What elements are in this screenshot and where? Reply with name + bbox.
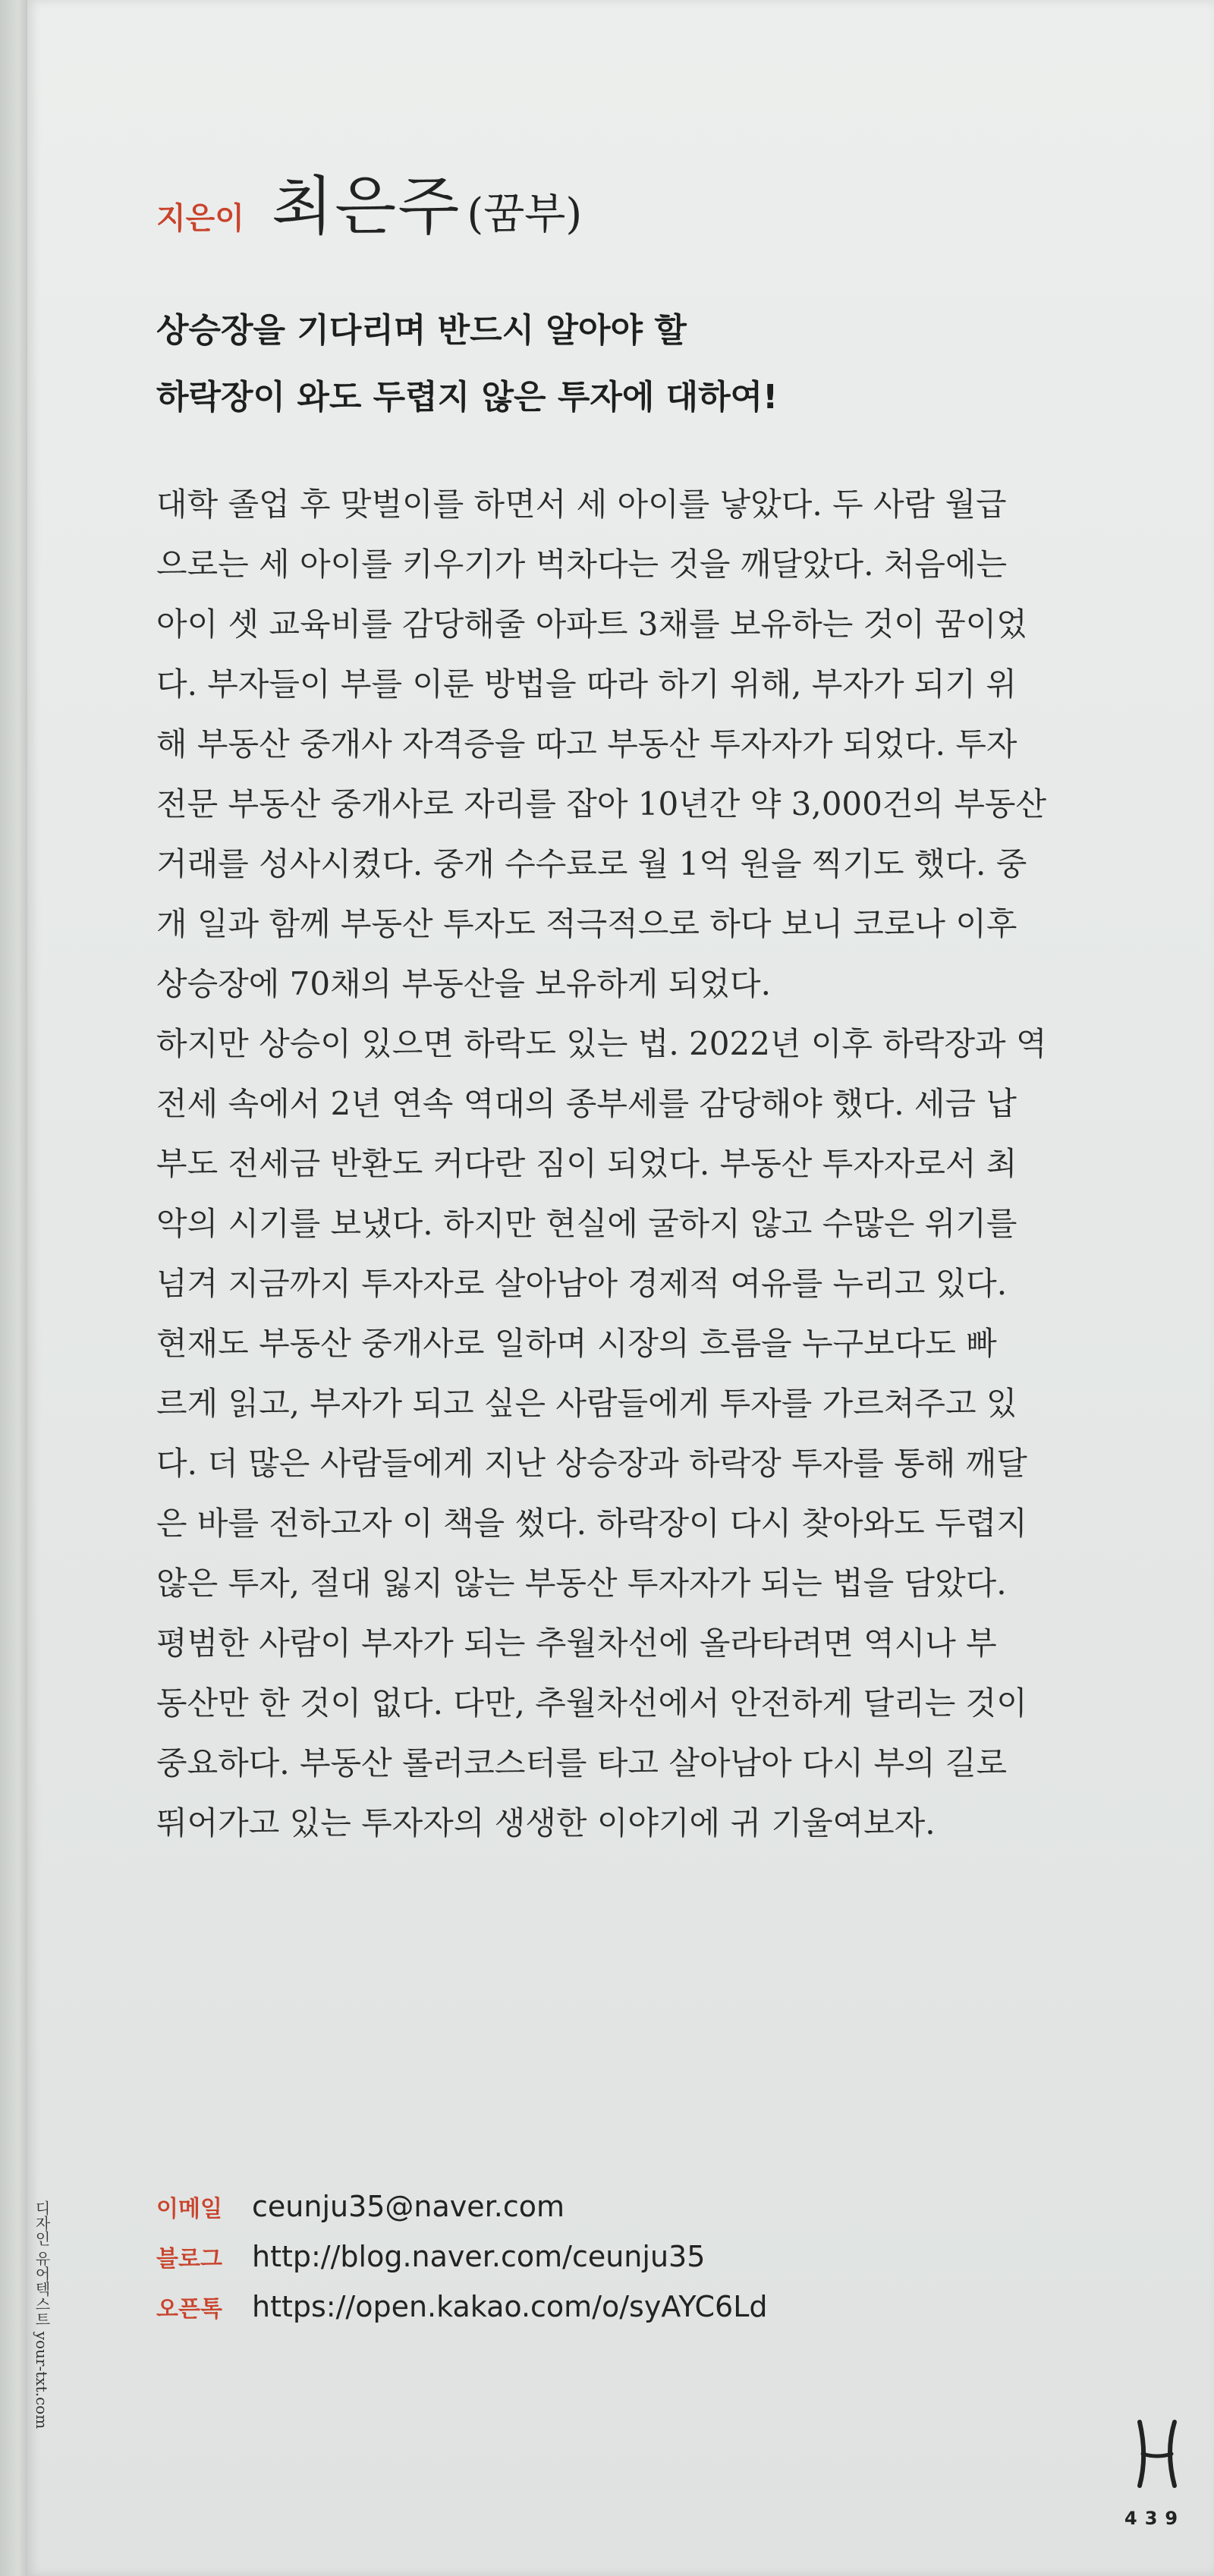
author-flap-page xyxy=(27,0,1214,2576)
bio-line: 은 바를 전하고자 이 책을 썼다. 하락장이 다시 찾아와도 두렵지 xyxy=(156,1505,1027,1542)
bio-line: 다. 더 많은 사람들에게 지난 상승장과 하락장 투자를 통해 깨달 xyxy=(156,1445,1027,1482)
bio-line: 으로는 세 아이를 키우기가 벅차다는 것을 깨달았다. 처음에는 xyxy=(156,546,1008,583)
bio-line: 상승장에 70채의 부동산을 보유하게 되었다. xyxy=(156,965,771,1002)
author-label: 지은이 xyxy=(156,201,244,236)
bio-line: 현재도 부동산 중개사로 일하며 시장의 흐름을 누구보다도 빠 xyxy=(156,1325,997,1362)
contact-label: 블로그 xyxy=(156,2246,222,2272)
bio-line: 부도 전세금 반환도 커다란 짐이 되었다. 부동산 투자자로서 최 xyxy=(156,1145,1017,1182)
bio-line: 뛰어가고 있는 투자자의 생생한 이야기에 귀 기울여보자. xyxy=(156,1804,936,1842)
tagline xyxy=(156,297,778,431)
bio-line: 해 부동산 중개사 자격증을 따고 부동산 투자자가 되었다. 투자 xyxy=(156,725,1017,763)
bio-line: 전세 속에서 2년 연속 역대의 종부세를 감당해야 했다. 세금 납 xyxy=(156,1085,1017,1122)
publisher-logo-icon xyxy=(1129,2419,1185,2489)
design-credit: 디자인 유어텍스트 your-txt.com xyxy=(33,2200,51,2430)
blog-url: http://blog.naver.com/ceunju35 xyxy=(252,2240,706,2273)
email-address: ceunju35@naver.com xyxy=(252,2190,565,2223)
bio-line: 르게 읽고, 부자가 되고 싶은 사람들에게 투자를 가르쳐주고 있 xyxy=(156,1385,1017,1422)
bio-line: 다. 부자들이 부를 이룬 방법을 따라 하기 위해, 부자가 되기 위 xyxy=(156,665,1017,703)
contact-label: 오픈톡 xyxy=(156,2296,222,2323)
open-chat-url: https://open.kakao.com/o/syAYC6Ld xyxy=(252,2290,768,2323)
bio-line: 개 일과 함께 부동산 투자도 적극적으로 하다 보니 코로나 이후 xyxy=(156,905,1017,942)
bio-line: 중요하다. 부동산 롤러코스터를 타고 살아남아 다시 부의 길로 xyxy=(156,1744,1008,1782)
bio-line: 평범한 사람이 부자가 되는 추월차선에 올라타려면 역시나 부 xyxy=(156,1625,997,1662)
bio-line: 하지만 상승이 있으면 하락도 있는 법. 2022년 이후 하락장과 역 xyxy=(156,1025,1047,1062)
tagline-line: 상승장을 기다리며 반드시 알아야 할 xyxy=(156,311,687,350)
bio-line: 대학 졸업 후 맞벌이를 하면서 세 아이를 낳았다. 두 사람 월급 xyxy=(156,486,1007,523)
author-heading xyxy=(156,156,582,247)
contact-list xyxy=(156,2190,768,2340)
contact-blog xyxy=(156,2240,768,2290)
book-cover-edge xyxy=(0,0,30,2576)
bio-line: 전문 부동산 중개사로 자리를 잡아 10년간 약 3,000건의 부동산 xyxy=(156,785,1047,822)
contact-email xyxy=(156,2190,768,2240)
bio-line: 넘겨 지금까지 투자자로 살아남아 경제적 여유를 누리고 있다. xyxy=(156,1265,1008,1302)
page-number: 439 xyxy=(1124,2508,1186,2529)
bio-line: 거래를 성사시켰다. 중개 수수료로 월 1억 원을 찍기도 했다. 중 xyxy=(156,845,1027,882)
bio-line: 동산만 한 것이 없다. 다만, 추월차선에서 안전하게 달리는 것이 xyxy=(156,1684,1027,1722)
tagline-line: 하락장이 와도 두렵지 않은 투자에 대하여! xyxy=(156,378,778,417)
contact-open-chat xyxy=(156,2290,768,2340)
bio-line: 아이 셋 교육비를 감당해줄 아파트 3채를 보유하는 것이 꿈이었 xyxy=(156,605,1027,643)
contact-label: 이메일 xyxy=(156,2196,222,2222)
author-name: 최은주 xyxy=(271,169,461,244)
bio-line: 악의 시기를 보냈다. 하지만 현실에 굴하지 않고 수많은 위기를 xyxy=(156,1205,1017,1242)
author-alias: (꿈부) xyxy=(467,190,583,239)
author-bio xyxy=(156,474,1158,1853)
bio-line: 않은 투자, 절대 잃지 않는 부동산 투자자가 되는 법을 담았다. xyxy=(156,1565,1007,1602)
